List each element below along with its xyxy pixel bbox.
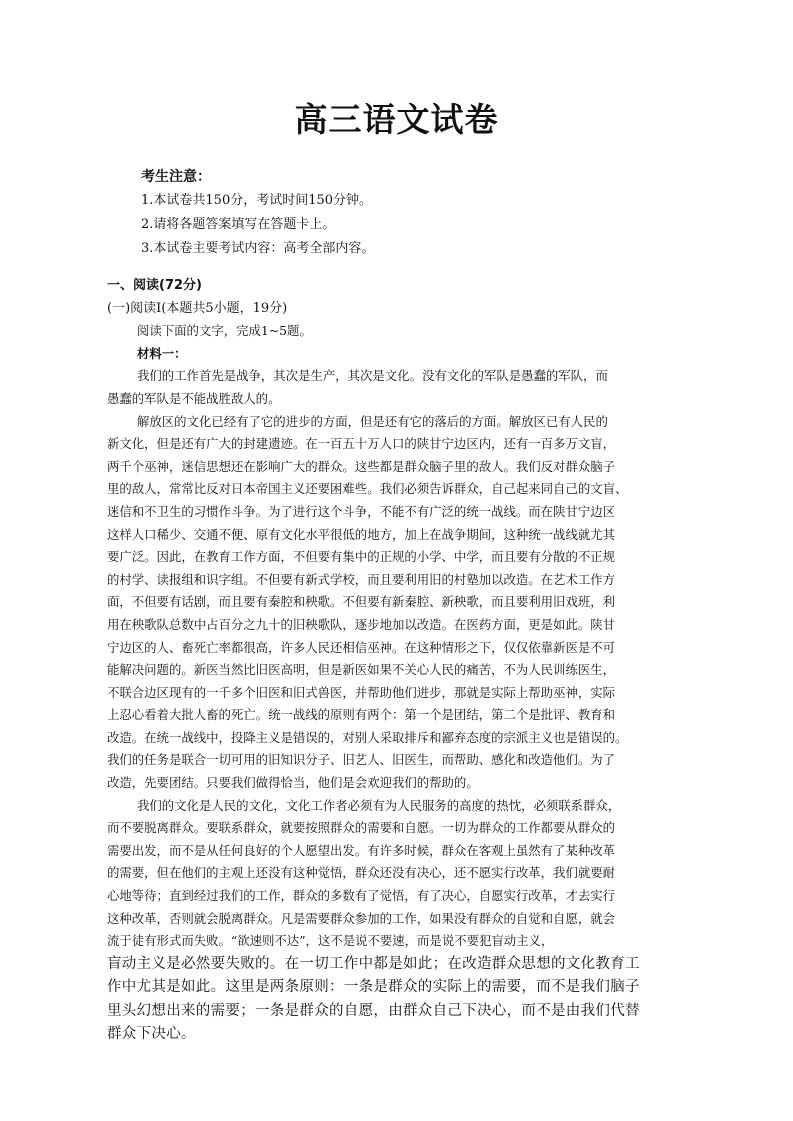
text-line: 用在秧歌队总数中占百分之九十的旧秧歌队，逐步地加以改造。在医药方面，更是如此。陕甘 (107, 616, 616, 632)
notice-item: 2.请将各题答案填写在答题卡上。 (141, 217, 336, 232)
text-line: 心地等待；直到经过我们的工作，群众的多数有了觉悟，有了决心，自愿实行改革，才去实行 (107, 888, 616, 904)
text-line: 而不要脱离群众。要联系群众，就要按照群众的需要和自愿。一切为群众的工作都要从群众的 (107, 820, 616, 836)
text-line: 面，不但要有话剧，而且要有秦腔和秧歌。不但要有新秦腔、新秧歌，而且要利用旧戏班，利 (107, 594, 616, 610)
text-line: 愚蠢的军队是不能战胜敌人的。 (107, 390, 281, 406)
text-line: 的需要，但在他们的主观上还没有这种觉悟，群众还没有决心，还不愿实行改革，我们就要耐 (107, 865, 616, 881)
reading-section (107, 275, 713, 1047)
text-line: 两千个巫神，迷信思想还在影响广大的群众。这些都是群众脑子里的敌人。我们反对群众脑子 (107, 458, 616, 474)
text-line: 改造，先要团结。只要我们做得恰当，他们是会欢迎我们的帮助的。 (107, 775, 479, 791)
text-line: 我们的工作首先是战争，其次是生产，其次是文化。没有文化的军队是愚蠢的军队，而 (137, 368, 608, 384)
paragraph-2 (107, 411, 713, 795)
text-line: 新文化，但是还有广大的封建遗迹。在一百五十万人口的陕甘宁边区内，还有一百多万文盲， (107, 436, 616, 452)
text-line: 上忍心看着大批人畜的死亡。统一战线的原则有两个：第一个是团结，第二个是批评、教育和 (107, 707, 616, 723)
text-line: 宁边区的人、畜死亡率都很高，许多人民还相信巫神。在这种情形之下，仅仅依靠新医是不可 (107, 639, 616, 655)
text-line: 不联合边区现有的一千多个旧医和旧式兽医，并帮助他们进步，那就是实际上帮助巫神，实际 (107, 684, 616, 700)
text-line: 作中尤其是如此。这里是两条原则：一条是群众的实际上的需要，而不是我们脑子 (107, 979, 640, 996)
instruction-text: 阅读下面的文字，完成1~5题。 (137, 323, 312, 339)
notice-item: 1.本试卷共150分，考试时间150分钟。 (141, 193, 373, 208)
text-line: 要广泛。因此，在教育工作方面，不但要有集中的正规的小学、中学，而且要有分散的不正规 (107, 549, 616, 565)
text-line: 流于徒有形式而失败。“欲速则不达”，这不是说不要速，而是说不要犯盲动主义， (107, 933, 554, 949)
text-line: 里头幻想出来的需要；一条是群众的自愿，由群众自己下决心，而不是由我们代替 (107, 1002, 640, 1019)
paragraph-3 (107, 795, 713, 1047)
candidate-notice (141, 165, 701, 261)
text-line: 改造。在统一战线中，投降主义是错误的，对别人采取排斥和鄙弃态度的宗派主义也是错误的。 (107, 729, 628, 745)
text-line: 里的敌人，常常比反对日本帝国主义还要困难些。我们必须告诉群众，自己起来同自己的文盲、 (107, 481, 628, 497)
section-heading: 一、阅读(72分) (107, 278, 202, 293)
material-label: 材料一： (137, 345, 187, 361)
subsection-heading: (一)阅读Ⅰ(本题共5小题，19分) (107, 300, 288, 316)
text-line: 盲动主义是必然要失败的。在一切工作中都是如此；在改造群众思想的文化教育工 (107, 955, 640, 972)
text-line: 这样人口稀少、交通不便、原有文化水平很低的地方，加上在战争期间，这种统一战线就尤其 (107, 526, 616, 542)
notice-item: 3.本试卷主要考试内容：高考全部内容。 (141, 241, 375, 256)
text-line: 这种改革，否则就会脱离群众。凡是需要群众参加的工作，如果没有群众的自觉和自愿，就会 (107, 910, 616, 926)
text-line: 我们的文化是人民的文化，文化工作者必须有为人民服务的高度的热忱，必须联系群众， (137, 797, 621, 813)
text-line: 能解决问题的。新医当然比旧医高明，但是新医如果不关心人民的痛苦，不为人民训练医生， (107, 662, 616, 678)
text-line: 我们的任务是联合一切可用的旧知识分子、旧艺人、旧医生，而帮助、感化和改造他们。为了 (107, 752, 616, 768)
text-line: 需要出发，而不是从任何良好的个人愿望出发。有许多时候，群众在客观上虽然有了某种改革 (107, 842, 616, 858)
text-line: 群众下决心。 (107, 1026, 196, 1043)
notice-heading: 考生注意： (141, 169, 211, 185)
text-line: 迷信和不卫生的习惯作斗争。为了进行这个斗争，不能不有广泛的统一战线。而在陕甘宁边区 (107, 503, 616, 519)
text-line: 的村学、读报组和识字组。不但要有新式学校，而且要利用旧的村塾加以改造。在艺术工作方 (107, 571, 616, 587)
paragraph-1 (107, 365, 713, 410)
page-title: 高三语文试卷 (294, 100, 499, 139)
text-line: 解放区的文化已经有了它的进步的方面，但是还有它的落后的方面。解放区已有人民的 (137, 413, 608, 429)
